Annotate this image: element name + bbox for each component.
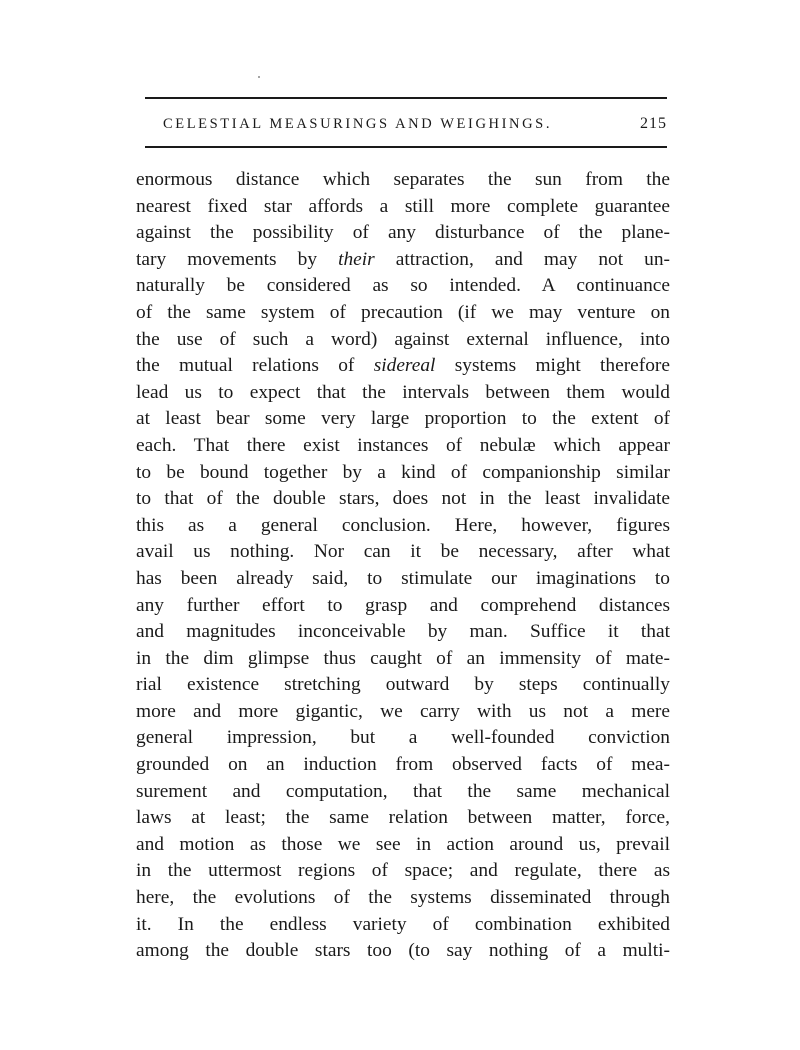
text-line: it. In the endless variety of combination exhibited <box>136 913 670 935</box>
text-line: nearest fixed star affords a still more complete guarantee <box>136 195 670 217</box>
text-line: the use of such a word) against external influence, into <box>136 328 670 350</box>
page-number: 215 <box>640 115 667 132</box>
text-line: rial existence stretching outward by steps continually <box>136 674 670 696</box>
text-line: among the double stars too (to say nothing of a multi- <box>136 940 670 962</box>
text-line: and magnitudes inconceivable by man. Suffice it that <box>136 621 670 643</box>
italic-word: sidereal <box>373 355 436 377</box>
text-line: more and more gigantic, we carry with us not a mere <box>136 700 670 722</box>
text-line: to be bound together by a kind of companionship similar <box>136 461 670 483</box>
text-line: naturally be considered as so intended. A continuance <box>136 275 670 297</box>
text-line: of the same system of precaution (if we may venture on <box>136 301 670 323</box>
text-line: in the uttermost regions of space; and regulate, there as <box>136 860 670 882</box>
text-line: against the possibility of any disturbance of the plane- <box>136 222 670 244</box>
text-segment: systems might therefore <box>435 355 670 377</box>
text-line: at least bear some very large proportion to the extent of <box>136 408 670 430</box>
text-line: enormous distance which separates the sun from the <box>136 169 670 190</box>
running-head <box>145 112 667 136</box>
body-text <box>136 167 670 965</box>
text-line: this as a general conclusion. Here, however, figures <box>136 514 670 536</box>
text-segment: tary movements by <box>136 248 339 270</box>
header-rule-top <box>145 97 667 99</box>
text-line: in the dim glimpse thus caught of an immensity of mate- <box>136 647 670 669</box>
text-line: to that of the double stars, does not in the least invalidate <box>136 488 670 510</box>
text-line <box>136 247 670 274</box>
text-line: laws at least; the same relation between matter, force, <box>136 807 670 829</box>
text-segment: the mutual relations of <box>136 355 374 377</box>
text-line: surement and computation, that the same mechanical <box>136 780 670 802</box>
text-line: has been already said, to stimulate our imaginations to <box>136 567 670 589</box>
running-title: CELESTIAL MEASURINGS AND WEIGHINGS. <box>163 116 553 132</box>
text-line: any further effort to grasp and comprehend distances <box>136 594 670 616</box>
text-line: grounded on an induction from observed facts of mea- <box>136 754 670 776</box>
header-rule-bottom <box>145 146 667 148</box>
text-segment: attraction, and may not un- <box>374 248 670 270</box>
text-line: avail us nothing. Nor can it be necessary, after what <box>136 541 670 563</box>
text-line: each. That there exist instances of nebulæ which appear <box>136 434 670 456</box>
text-line: here, the evolutions of the systems disseminated through <box>136 887 670 909</box>
text-line: and motion as those we see in action around us, prevail <box>136 833 670 855</box>
text-line: general impression, but a well-founded conviction <box>136 727 670 749</box>
text-line: lead us to expect that the intervals between them would <box>136 381 670 403</box>
text-line <box>136 353 670 380</box>
paper-speck <box>258 76 260 78</box>
italic-word: their <box>338 248 375 270</box>
